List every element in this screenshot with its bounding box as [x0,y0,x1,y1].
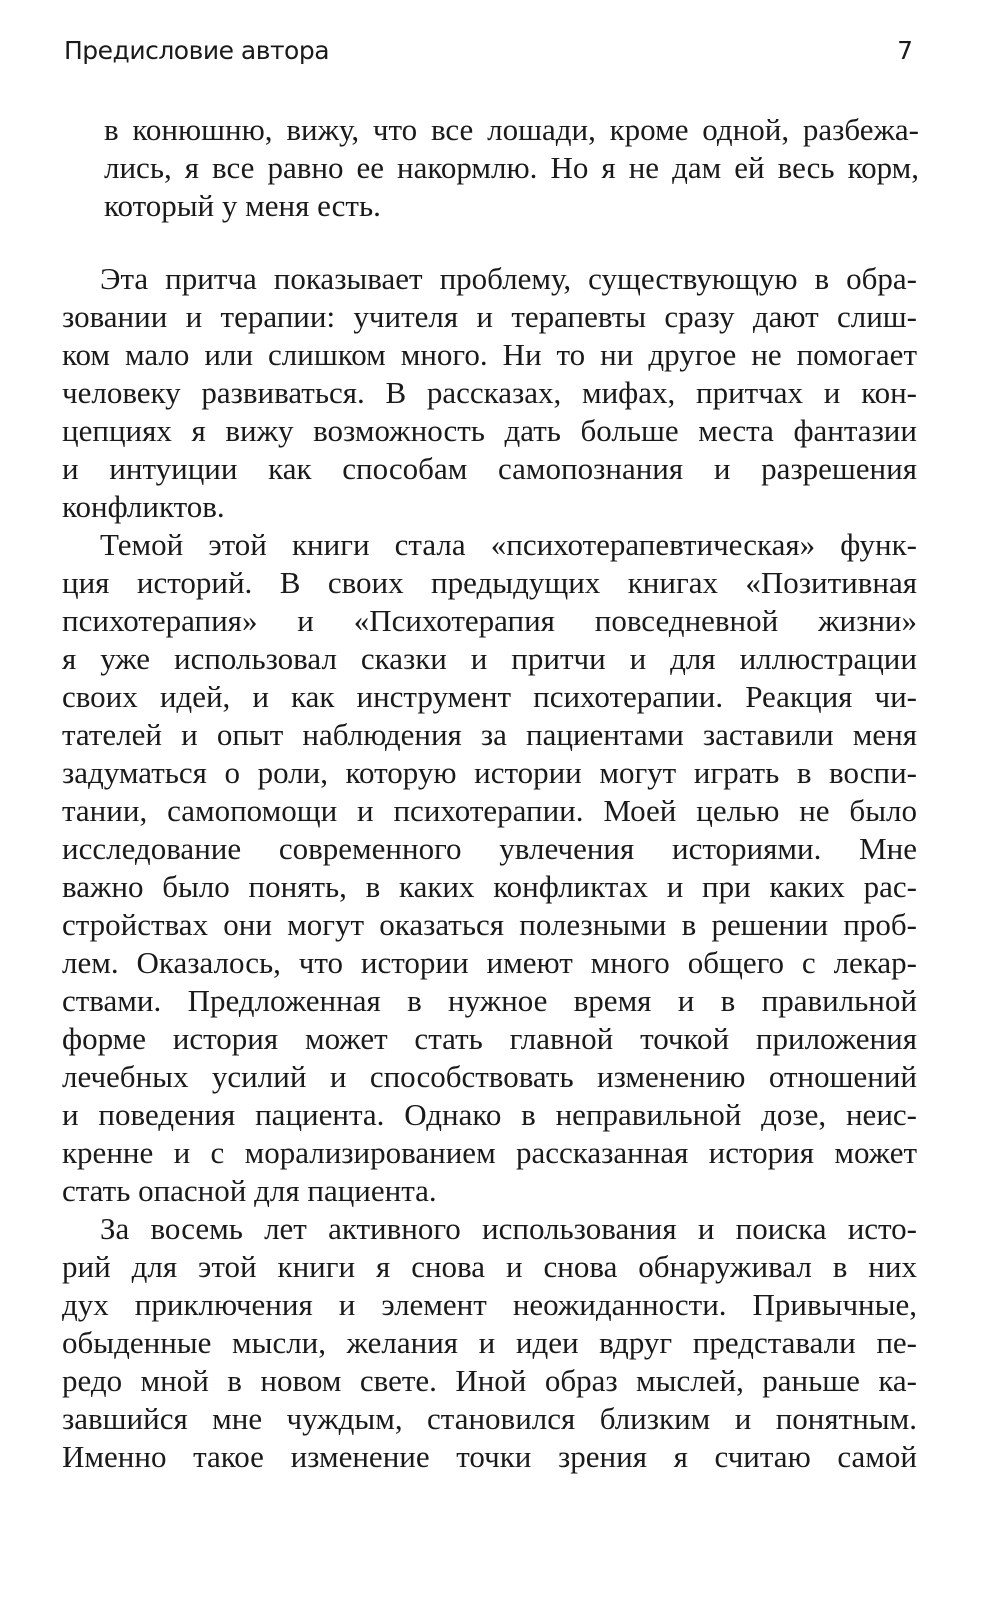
paragraph [62,1210,917,1476]
text-line: человеку развиваться. В рассказах, мифах, притчах и кон- [62,375,917,410]
text-line: стать опасной для пациента. [62,1173,437,1208]
text-line: завшийся мне чуждым, становился близким и понятным. [62,1401,917,1436]
text-line: важно было понять, в каких конфликтах и при каких рас- [62,869,917,904]
main-text [62,260,917,1476]
text-line: я уже использовал сказки и притчи и для иллюстрации [62,641,917,676]
text-line: кренне и с морализированием рассказанная история может [62,1135,917,1170]
parable-ending [104,111,919,225]
text-line: тании, самопомощи и психотерапии. Моей целью не было [62,793,917,828]
text-line: и поведения пациента. Однако в неправильной дозе, неис- [62,1097,917,1132]
page-number: 7 [897,36,913,65]
text-line: лем. Оказалось, что истории имеют много общего с лекар- [62,945,917,980]
text-line: конфликтов. [62,489,225,524]
text-line: психотерапия» и «Психотерапия повседневной жизни» [62,603,917,638]
text-line: зовании и терапии: учителя и терапевты сразу дают слиш- [62,299,917,334]
text-line: Темой этой книги стала «психотерапевтическая» функ- [100,527,917,562]
text-line: Именно такое изменение точки зрения я считаю самой [62,1439,917,1474]
text-line: тателей и опыт наблюдения за пациентами заставили меня [62,717,917,752]
text-line: форме история может стать главной точкой приложения [62,1021,917,1056]
text-line: своих идей, и как инструмент психотерапии. Реакция чи- [62,679,917,714]
text-line: который у меня есть. [104,188,381,223]
text-line: ствами. Предложенная в нужное время и в правильной [62,983,917,1018]
text-line: лечебных усилий и способствовать изменению отношений [62,1059,917,1094]
text-line: ком мало или слишком много. Ни то ни другое не помогает [62,337,917,372]
text-line: обыденные мысли, желания и идеи вдруг представали пе- [62,1325,917,1360]
paragraph [62,526,917,1210]
text-line: ция историй. В своих предыдущих книгах «Позитивная [62,565,917,600]
running-title: Предисловие автора [64,36,330,65]
text-line: За восемь лет активного использования и поиска исто- [100,1211,917,1246]
paragraph [62,260,917,526]
text-line: в конюшню, вижу, что все лошади, кроме одной, разбежа- [104,112,919,147]
text-line: исследование современного увлечения историями. Мне [62,831,917,866]
text-line: и интуиции как способам самопознания и разрешения [62,451,917,486]
text-line: Эта притча показывает проблему, существующую в обра- [100,261,917,296]
text-line: редо мной в новом свете. Иной образ мыслей, раньше ка- [62,1363,917,1398]
text-line: цепциях я вижу возможность дать больше места фантазии [62,413,917,448]
text-line: задуматься о роли, которую истории могут играть в воспи- [62,755,917,790]
text-line: дух приключения и элемент неожиданности. Привычные, [62,1287,917,1322]
text-line: стройствах они могут оказаться полезными в решении проб- [62,907,917,942]
text-line: рий для этой книги я снова и снова обнаруживал в них [62,1249,917,1284]
text-line: лись, я все равно ее накормлю. Но я не дам ей весь корм, [104,150,919,185]
